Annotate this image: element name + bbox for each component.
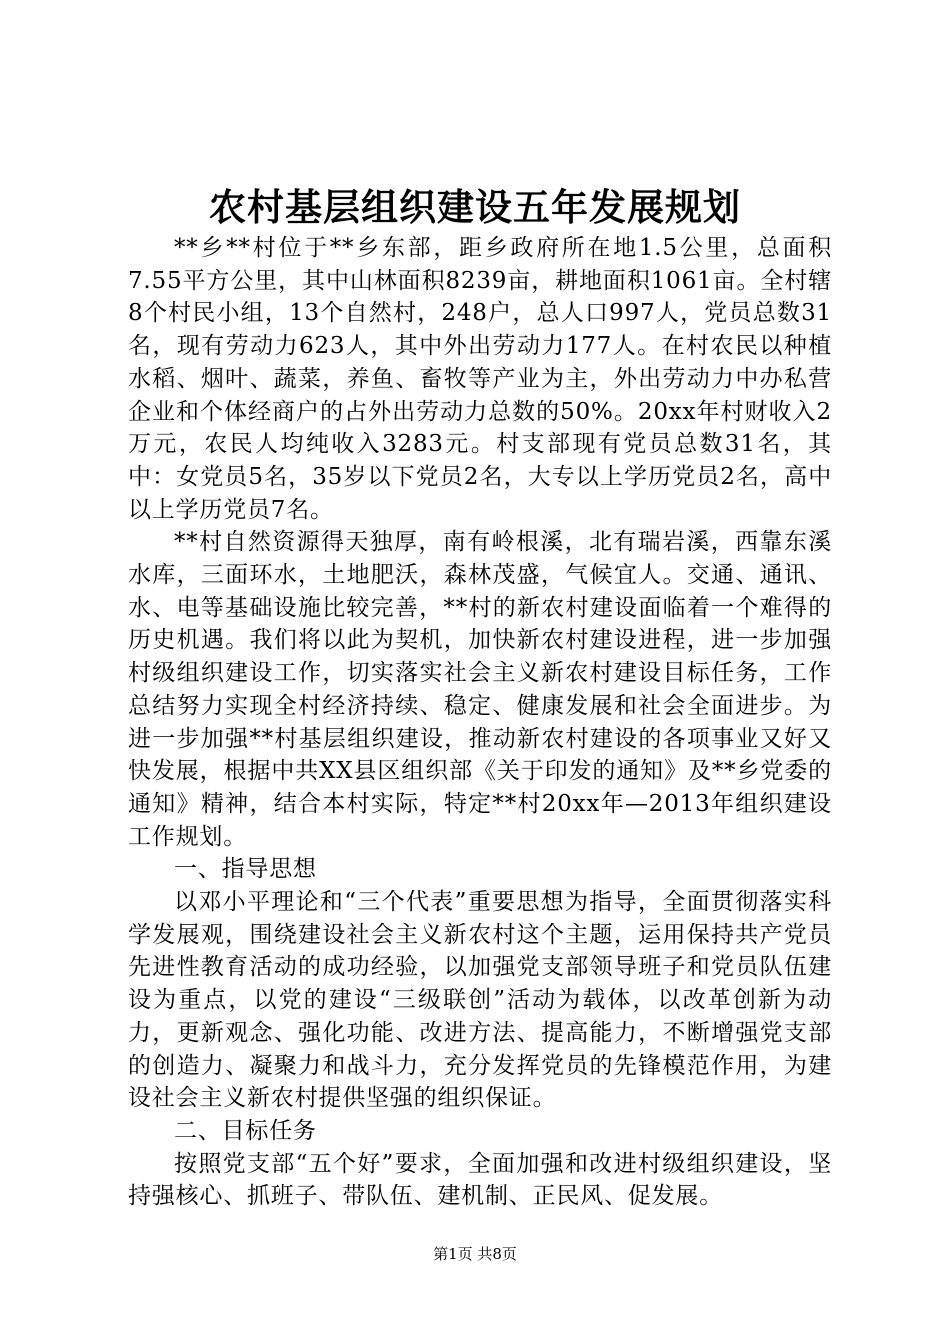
document-title: 农村基层组织建设五年发展规划	[209, 185, 741, 229]
goals-paragraph: 按照党支部“五个好”要求，全面加强和改进村级组织建设，坚持强核心、抓班子、带队伍、建机制、正民风、促发展。	[128, 1150, 832, 1210]
background-paragraph: **村自然资源得天独厚，南有岭根溪，北有瑞岩溪，西靠东溪水库，三面环水，土地肥沃，森林茂盛，气候宜人。交通、通讯、水、电等基础设施比较完善，**村的新农村建设面临着一个难得的历史机遇。我们将以此为契机，加快新农村建设进程，进一步加强村级组织建设工作，切实落实社会主义新农村建设目标任务，工作总结努力实现全村经济持续、稳定、健康发展和社会全面进步。为进一步加强**村基层组织建设，推动新农村建设的各项事业又好又快发展，根据中共XX县区组织部《关于印发的通知》及**乡党委的通知》精神，结合本村实际，特定**村20xx年—2013年组织建设工作规划。	[128, 529, 832, 850]
section-heading-goals: 二、目标任务	[174, 1117, 317, 1144]
page-footer: 第1页 共8页	[433, 1245, 517, 1263]
section-heading-guiding-ideology: 一、指导思想	[174, 856, 317, 883]
document-body	[128, 232, 832, 1213]
intro-paragraph: **乡**村位于**乡东部，距乡政府所在地1.5公里，总面积7.55平方公里，其中山林面积8239亩，耕地面积1061亩。全村辖8个村民小组，13个自然村，248户，总人口997人，党员总数31名，现有劳动力623人，其中外出劳动力177人。在村农民以种植水稻、烟叶、蔬菜，养鱼、畜牧等产业为主，外出劳动力中办私营企业和个体经商户的占外出劳动力总数的50%。20xx年村财收入2万元，农民人均纯收入3283元。村支部现有党员总数31名，其中：女党员5名，35岁以下党员2名，大专以上学历党员2名，高中以上学历党员7名。	[128, 235, 832, 523]
guiding-ideology-paragraph: 以邓小平理论和“三个代表”重要思想为指导，全面贯彻落实科学发展观，围绕建设社会主义新农村这个主题，运用保持共产党员先进性教育活动的成功经验，以加强党支部领导班子和党员队伍建设为重点，以党的建设“三级联创”活动为载体，以改革创新为动力，更新观念、强化功能、改进方法、提高能力，不断增强党支部的创造力、凝聚力和战斗力，充分发挥党员的先锋模范作用，为建设社会主义新农村提供坚强的组织保证。	[128, 889, 832, 1112]
